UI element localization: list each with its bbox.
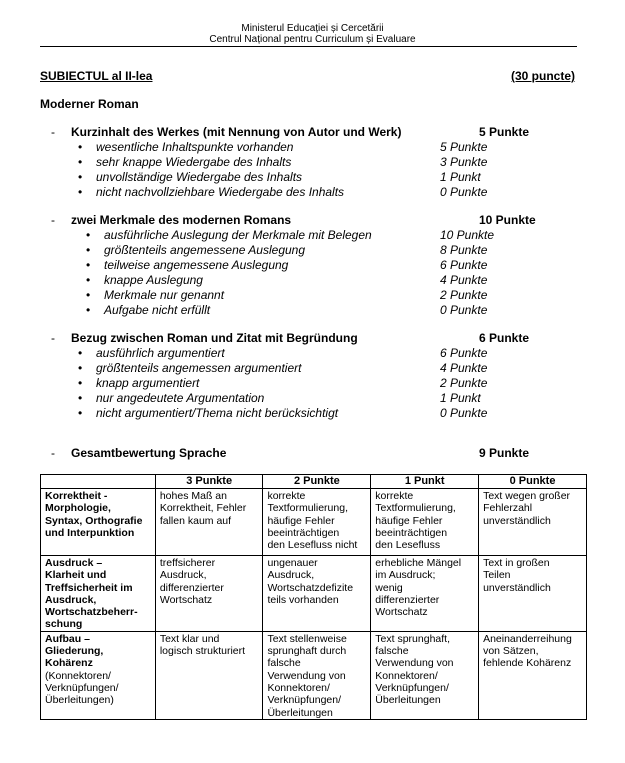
criterion-points: 4 Punkte [440, 273, 488, 287]
rubric-cell [371, 489, 479, 556]
bullet-icon: • [86, 258, 91, 272]
table-header-cell: 1 Punkt [371, 475, 479, 489]
rubric-cell-line: unverständlich [483, 514, 551, 527]
criterion-line: Syntax, Orthografie [45, 514, 143, 527]
rubric-cell [263, 489, 371, 556]
rubric-cell-line: Verwendung von [267, 669, 346, 682]
table-row [41, 489, 587, 556]
rubric-cell-line: unverständlich [483, 581, 551, 594]
rubric-cell-line: Konnektoren/ [375, 669, 438, 682]
rubric-cell [263, 556, 371, 632]
criterion-line: Klarheit und [45, 569, 107, 582]
rubric-cell-line: differenzierter [159, 581, 224, 594]
rubric-cell-line: Wortschatz [375, 606, 428, 619]
rubric-cell-line: Text wegen großer [483, 490, 571, 502]
rubric-cell-line: Ausdruck, [267, 569, 315, 582]
criterion-points: 4 Punkte [440, 361, 488, 375]
rubric-cell-line: Ausdruck, [159, 569, 207, 582]
rubric-cell-line: Textformulierung, [267, 502, 348, 515]
section-title: Bezug zwischen Roman und Zitat mit Begründung [71, 331, 358, 345]
rubric-cell-line: von Sätzen, [483, 645, 539, 658]
section-title: Kurzinhalt des Werkes (mit Nennung von Autor und Werk) [71, 125, 402, 139]
criterion-points: 3 Punkte [440, 155, 488, 169]
header-divider [40, 46, 577, 47]
criterion-item: nicht argumentiert/Thema nicht berücksichtigt [96, 406, 339, 420]
criterion-item: ausführliche Auslegung der Merkmale mit Belegen [104, 228, 372, 242]
bullet-icon: • [78, 376, 83, 390]
table-header-cell [41, 475, 156, 489]
criterion-points: 1 Punkt [440, 391, 481, 405]
section-dash: - [51, 331, 55, 345]
rubric-cell-line: Korrektheit, Fehler [159, 502, 247, 515]
criterion-note-line: Überleitungen) [45, 694, 114, 707]
criterion-item: teilweise angemessene Auslegung [104, 258, 289, 272]
criterion-points: 0 Punkte [440, 406, 488, 420]
rubric-cell-line: Wortschatz [159, 593, 213, 606]
criterion-item: knapp argumentiert [96, 376, 200, 390]
section-title: Gesamtbewertung Sprache [71, 446, 227, 460]
rubric-cell-line: differenzierter [375, 593, 440, 606]
rubric-cell-line: Aneinanderreihung [483, 632, 572, 645]
criterion-item: nur angedeutete Argumentation [96, 391, 265, 405]
rubric-cell-line: ungenauer [267, 557, 318, 569]
table-row [41, 556, 587, 632]
criterion-note-line: Verknüpfungen/ [45, 681, 119, 694]
criterion-line: Treffsicherheit im [45, 581, 133, 594]
rubric-cell-line: den Lesefluss [375, 539, 441, 552]
header-line-1: Ministerul Educației și Cercetării [241, 23, 384, 34]
rubric-cell-line: sprunghaft durch [267, 645, 347, 658]
bullet-icon: • [86, 288, 91, 302]
criterion-item: größtenteils angemessen argumentiert [96, 361, 302, 375]
subject-points: (30 puncte) [511, 69, 576, 83]
rubric-cell-line: fehlende Kohärenz [483, 657, 572, 670]
criterion-cell [41, 556, 156, 632]
criterion-line: Wortschatzbeherr- [45, 606, 138, 619]
table-header-cell: 2 Punkte [263, 475, 371, 489]
rubric-cell-line: Textformulierung, [375, 502, 456, 515]
table-header-cell: 0 Punkte [479, 475, 587, 489]
criterion-item: größtenteils angemessene Auslegung [104, 243, 306, 257]
criterion-cell [41, 631, 156, 719]
bullet-icon: • [78, 361, 83, 375]
criterion-line: Gliederung, [45, 645, 104, 658]
topic-title: Moderner Roman [40, 97, 139, 111]
rubric-cell [479, 489, 587, 556]
rubric-cell [155, 556, 263, 632]
criterion-line: Ausdruck – [45, 557, 103, 569]
rubric-cell-line: Verknüpfungen/ [375, 681, 449, 694]
criterion-item: Aufgabe nicht erfüllt [104, 303, 211, 317]
bullet-icon: • [78, 185, 83, 199]
rubric-cell-line: Überleitungen [375, 694, 441, 707]
rubric-cell-line: fallen kaum auf [159, 514, 232, 527]
bullet-icon: • [86, 303, 91, 317]
bullet-icon: • [78, 406, 83, 420]
criterion-line: Morphologie, [45, 502, 111, 515]
section-dash: - [51, 125, 55, 139]
criterion-cell [41, 489, 156, 556]
criterion-item: nicht nachvollziehbare Wiedergabe des Inhalts [96, 185, 345, 199]
rubric-cell [155, 489, 263, 556]
rubric-cell [479, 556, 587, 632]
rubric-cell-line: Text klar und [159, 632, 220, 645]
language-rubric-table [40, 474, 587, 720]
section-points: 6 Punkte [479, 331, 530, 345]
section-points: 9 Punkte [479, 446, 530, 460]
rubric-cell [479, 631, 587, 719]
rubric-cell-line: Verwendung von [375, 657, 454, 670]
rubric-cell-line: Konnektoren/ [267, 681, 330, 694]
criterion-line: Korrektheit - [45, 490, 108, 502]
rubric-cell-line: korrekte [267, 490, 306, 502]
rubric-cell-line: den Lesefluss nicht [267, 539, 358, 552]
criterion-points: 6 Punkte [440, 258, 488, 272]
criterion-points: 6 Punkte [440, 346, 488, 360]
rubric-cell-line: im Ausdruck; [375, 569, 436, 582]
table-header-cell: 3 Punkte [155, 475, 263, 489]
rubric-cell-line: beeinträchtigen [375, 526, 448, 539]
rubric-cell-line: logisch strukturiert [159, 645, 246, 658]
rubric-cell-line: Überleitungen [267, 706, 333, 719]
rubric-cell-line: Fehlerzahl [483, 502, 533, 515]
bullet-icon: • [86, 228, 91, 242]
criterion-item: sehr knappe Wiedergabe des Inhalts [96, 155, 292, 169]
section-dash: - [51, 213, 55, 227]
rubric-cell-line: Wortschatzdefizite [267, 581, 354, 594]
bullet-icon: • [78, 170, 83, 184]
criterion-points: 8 Punkte [440, 243, 488, 257]
criterion-line: Aufbau – [45, 632, 90, 645]
criterion-item: knappe Auslegung [104, 273, 203, 287]
rubric-cell [371, 556, 479, 632]
rubric-cell [263, 631, 371, 719]
rubric-cell [371, 631, 479, 719]
table-header-row [41, 475, 587, 489]
rubric-cell-line: korrekte [375, 490, 414, 502]
criterion-line: und Interpunktion [45, 526, 135, 539]
rubric-cell-line: falsche [375, 645, 409, 658]
rubric-cell-line: Teilen [483, 569, 511, 582]
section-dash: - [51, 446, 55, 460]
criterion-note-line: (Konnektoren/ [45, 669, 111, 682]
criterion-points: 0 Punkte [440, 303, 488, 317]
criterion-item: unvollständige Wiedergabe des Inhalts [96, 170, 303, 184]
bullet-icon: • [78, 140, 83, 154]
criterion-item: wesentliche Inhaltspunkte vorhanden [96, 140, 294, 154]
rubric-cell-line: treffsicherer [159, 557, 216, 569]
rubric-cell-line: beeinträchtigen [267, 526, 340, 539]
rubric-cell-line: Text in großen [483, 557, 550, 569]
criterion-points: 2 Punkte [440, 288, 488, 302]
rubric-cell-line: hohes Maß an [159, 490, 227, 502]
criterion-points: 0 Punkte [440, 185, 488, 199]
section-title: zwei Merkmale des modernen Romans [71, 213, 292, 227]
bullet-icon: • [86, 243, 91, 257]
rubric-cell-line: wenig [375, 581, 403, 594]
subject-title: SUBIECTUL al II-lea [40, 69, 153, 83]
bullet-icon: • [78, 346, 83, 360]
rubric-cell-line: teils vorhanden [267, 593, 339, 606]
criterion-points: 2 Punkte [440, 376, 488, 390]
criterion-item: Merkmale nur genannt [104, 288, 225, 302]
rubric-cell-line: häufige Fehler [267, 514, 335, 527]
criterion-item: ausführlich argumentiert [96, 346, 225, 360]
table-row [41, 631, 587, 719]
bullet-icon: • [86, 273, 91, 287]
rubric-cell-line: Text stellenweise [267, 632, 347, 645]
criterion-points: 10 Punkte [440, 228, 495, 242]
rubric-cell-line: häufige Fehler [375, 514, 443, 527]
bullet-icon: • [78, 155, 83, 169]
rubric-cell-line: Text sprunghaft, [375, 632, 451, 645]
rubric-cell-line: falsche [267, 657, 301, 670]
criterion-line: Ausdruck, [45, 593, 97, 606]
rubric-cell-line: Verknüpfungen/ [267, 694, 342, 707]
criterion-points: 1 Punkt [440, 170, 481, 184]
criterion-points: 5 Punkte [440, 140, 488, 154]
rubric-cell [155, 631, 263, 719]
bullet-icon: • [78, 391, 83, 405]
criterion-line: schung [45, 618, 83, 631]
rubric-cell-line: erhebliche Mängel [375, 557, 462, 569]
section-points: 10 Punkte [479, 213, 536, 227]
section-points: 5 Punkte [479, 125, 530, 139]
header-line-2: Centrul Național pentru Curriculum și Evaluare [209, 34, 416, 45]
criterion-line: Kohärenz [45, 657, 93, 670]
